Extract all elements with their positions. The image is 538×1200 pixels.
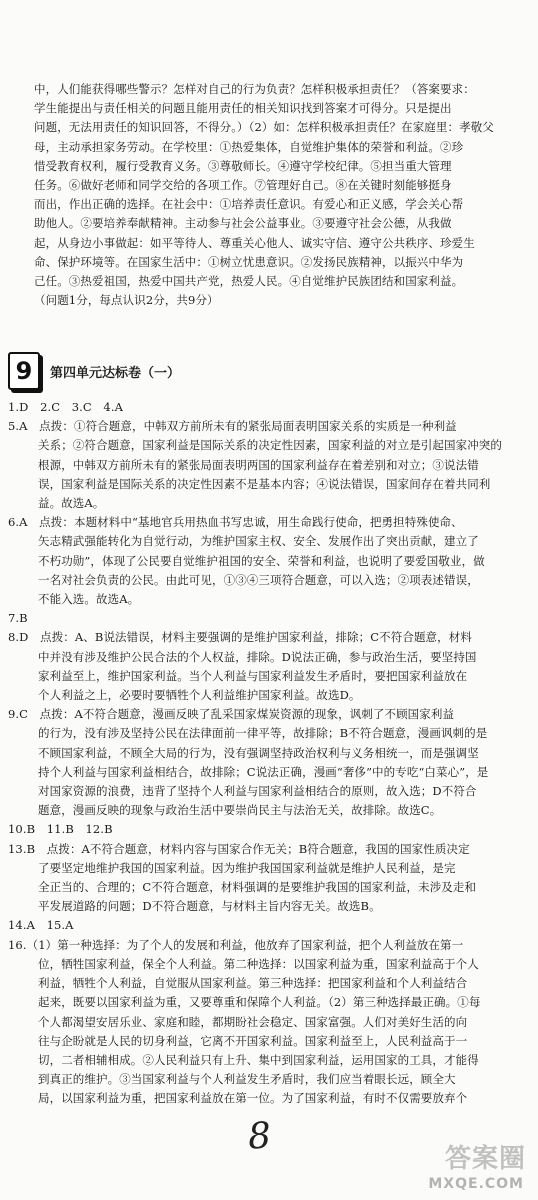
- answer-line-continued: 个人都渴望安居乐业、家庭和睦，都期盼社会稳定、国家富强。人们对美好生活的向: [38, 1014, 468, 1029]
- answer-line-first: 7.B: [8, 611, 28, 626]
- intro-paragraph: [34, 80, 528, 310]
- answer-item: [8, 417, 528, 513]
- handwritten-page-number: 8: [246, 1115, 273, 1158]
- answer-line-continued: 平发展道路的问题；D不符合题意，与材料主旨内容无关。故选B。: [38, 899, 381, 914]
- answer-item: [8, 936, 528, 1109]
- unit-number-badge: [8, 352, 40, 390]
- answer-line-continued: 局，以国家利益为重，把国家利益放在第一位。为了国家利益，有时不仅需要放弃个: [38, 1091, 468, 1106]
- answer-line-first: 1.D 2.C 3.C 4.A: [8, 400, 124, 414]
- answer-line-continued: 益。故选A。: [38, 496, 105, 511]
- answer-item: [8, 916, 528, 935]
- answer-line-continued: 个人利益之上，必要时要牺牲个人利益维护国家利益。故选D。: [38, 688, 361, 703]
- answer-line-first: 6.A 点拨：本题材料中“基地官兵用热血书写忠诚，用生命践行使命，把勇担特殊使命、: [8, 515, 463, 530]
- unit-number: 9: [15, 357, 33, 385]
- answer-line-continued: 起来，既要以国家利益为重，又要尊重和保障个人利益。（2）第三种选择最正确。①每: [38, 995, 481, 1010]
- watermark-cn: 答案圈: [444, 1144, 526, 1174]
- answer-line-continued: 题意，漫画反映的现象与政治生活中要崇尚民主与法治无关，故排除。故选C。: [38, 803, 442, 818]
- answer-line-first: 16.（1）第一种选择：为了个人的发展和利益，他放弃了国家利益，把个人利益放在第一: [8, 937, 464, 952]
- intro-line: 中，人们能获得哪些警示？怎样对自己的行为负责？怎样积极承担责任？（答案要求：: [34, 82, 475, 96]
- answer-item: [8, 840, 528, 917]
- answer-line-continued: 了要坚定地维护我国的国家利益。因为维护我国国家利益就是维护人民利益，是完: [38, 860, 456, 875]
- answer-line-continued: 矢志精武强能转化为自觉行动，为维护国家主权、安全、发展作出了突出贡献，建立了: [38, 534, 479, 549]
- answer-line-continued: 位，牺牲国家利益，保全个人利益。第二种选择：以国家利益为重，国家利益高于个人: [38, 956, 479, 971]
- answer-item: [8, 628, 528, 705]
- answer-line-first: 8.D 点拨：A、B说法错误，材料主要强调的是维护国家利益，排除；C不符合题意，材料: [8, 630, 472, 645]
- intro-line: 己任。③热爱祖国，热爱中国共产党，热爱人民。④自觉维护民族团结和国家利益。: [34, 274, 464, 289]
- intro-line: 命、保护环境等。在国家生活中：①树立忧患意识。②发扬民族精神，以振兴中华为: [34, 254, 464, 269]
- answer-item: [8, 513, 528, 609]
- answer-line-continued: 到真正的维护。③当国家利益与个人利益发生矛盾时，我们应当着眼长远，顾全大: [38, 1072, 456, 1087]
- answer-item: [8, 398, 528, 417]
- answer-line-first: 5.A 点拨：①符合题意，中韩双方前所未有的紧张局面表明国家关系的实质是一种利益: [8, 419, 457, 434]
- intro-line: 助他人。②要培养奉献精神。主动参与社会公益事业。③要遵守社会公德，从我做: [34, 216, 452, 231]
- answer-line-continued: 根源，中韩双方前所未有的紧张局面表明两国的国家利益存在着差别和对立；③说法错: [38, 457, 479, 472]
- intro-line: 学生能提出与责任相关的问题且能用责任的相关知识找到答案才可得分。只是提出: [34, 101, 452, 116]
- answer-line-continued: 的行为，没有涉及坚持公民在法律面前一律平等，故排除；B不符合题意，漫画讽刺的是: [38, 726, 488, 741]
- answer-line-continued: 往与企盼就是人民的切身利益，它离不开国家利益。国家利益至上，人民利益高于一: [38, 1033, 468, 1048]
- answer-line-continued: 不能入选。故选A。: [38, 592, 140, 607]
- answer-line-continued: 利益，牺牲个人利益，自觉服从国家利益。第三种选择：把国家利益和个人利益结合: [38, 976, 468, 991]
- answer-item: [8, 705, 528, 820]
- answer-line-first: 13.B 点拨：A不符合题意，材料内容与国家合作无关；B符合题意，我国的国家性质决定: [8, 841, 470, 856]
- answer-line-first: 10.B 11.B 12.B: [8, 822, 113, 837]
- watermark-logo: [426, 1138, 530, 1194]
- answer-item: [8, 820, 528, 839]
- answer-line-continued: 家利益至上，维护国家利益。当个人利益与国家利益发生矛盾时，要把国家利益放在: [38, 668, 468, 683]
- answer-line-continued: 关系；②符合题意，国家利益是国际关系的决定性因素，国家利益的对立是引起国家冲突的: [38, 438, 502, 453]
- answer-line-first: 9.C 点拨：A不符合题意，漫画反映了乱采国家煤炭资源的现象，讽刺了不顾国家利益: [8, 707, 455, 722]
- watermark-en: MXQE.COM: [428, 1176, 524, 1192]
- intro-line: 任务。⑥做好老师和同学交给的各项工作。⑦管理好自己。⑧在关键时刻能够挺身: [34, 178, 452, 193]
- intro-line: 问题，无法用责任的知识回答，不得分。）（2）如：怎样积极承担责任？在家庭里：孝敬父: [34, 120, 494, 135]
- intro-line: 母，主动承担家务劳动。在学校里：①热爱集体，自觉维护集体的荣誉和利益。②珍: [34, 139, 464, 154]
- answer-line-continued: 全正当的、合理的；C不符合题意，材料强调的是要维护我国的国家利益，未涉及走和: [38, 880, 477, 895]
- unit-title: 第四单元达标卷（一）: [50, 365, 181, 381]
- intro-line: 惜受教育权利，履行受教育义务。③尊敬师长。④遵守学校纪律。⑤担当重大管理: [34, 158, 452, 173]
- answer-line-continued: 切，二者相辅相成。②人民利益只有上升、集中到国家利益，运用国家的工具，才能得: [38, 1052, 479, 1067]
- answer-line-continued: 一名对社会负责的公民。由此可见，①③④三项符合题意，可以入选；②项表述错误，: [38, 572, 479, 587]
- answer-line-continued: 中并没有涉及维护公民合法的个人权益，排除。D说法正确，参与政治生活，要坚持国: [38, 649, 477, 664]
- intro-line: （问题1分，每点认识2分，共9分）: [34, 293, 219, 308]
- answer-line-first: 14.A 15.A: [8, 918, 74, 933]
- answer-line-continued: 误，国家利益是国际关系的决定性因素不是基本内容；④说法错误，国家间存在着共同利: [38, 476, 491, 491]
- answer-line-continued: 持个人利益与国家利益相结合，故排除；C说法正确，漫画“奢侈”中的专吃“白菜心”，是: [38, 764, 489, 779]
- answer-line-continued: 不顾国家利益，不顾全大局的行为，没有强调坚持政治权利与义务相统一，而是强调坚: [38, 745, 479, 760]
- answer-line-continued: 对国家资源的浪费，违背了坚持个人利益与国家利益相结合的原则，故入选；D不符合: [38, 784, 477, 799]
- answer-line-continued: 不朽功勋”，体现了公民要自觉维护祖国的安全、荣誉和利益，也说明了要爱国敬业，做: [38, 553, 485, 568]
- answer-item: [8, 609, 528, 628]
- answer-list: [8, 398, 528, 1109]
- intro-line: 起，从身边小事做起：如平等待人、尊重关心他人、诚实守信、遵守公共秩序、珍爱生: [34, 235, 475, 250]
- unit-header: [8, 352, 180, 390]
- intro-line: 而出，作出正确的选择。在社会中：①培养责任意识。有爱心和正义感，学会关心帮: [34, 197, 464, 212]
